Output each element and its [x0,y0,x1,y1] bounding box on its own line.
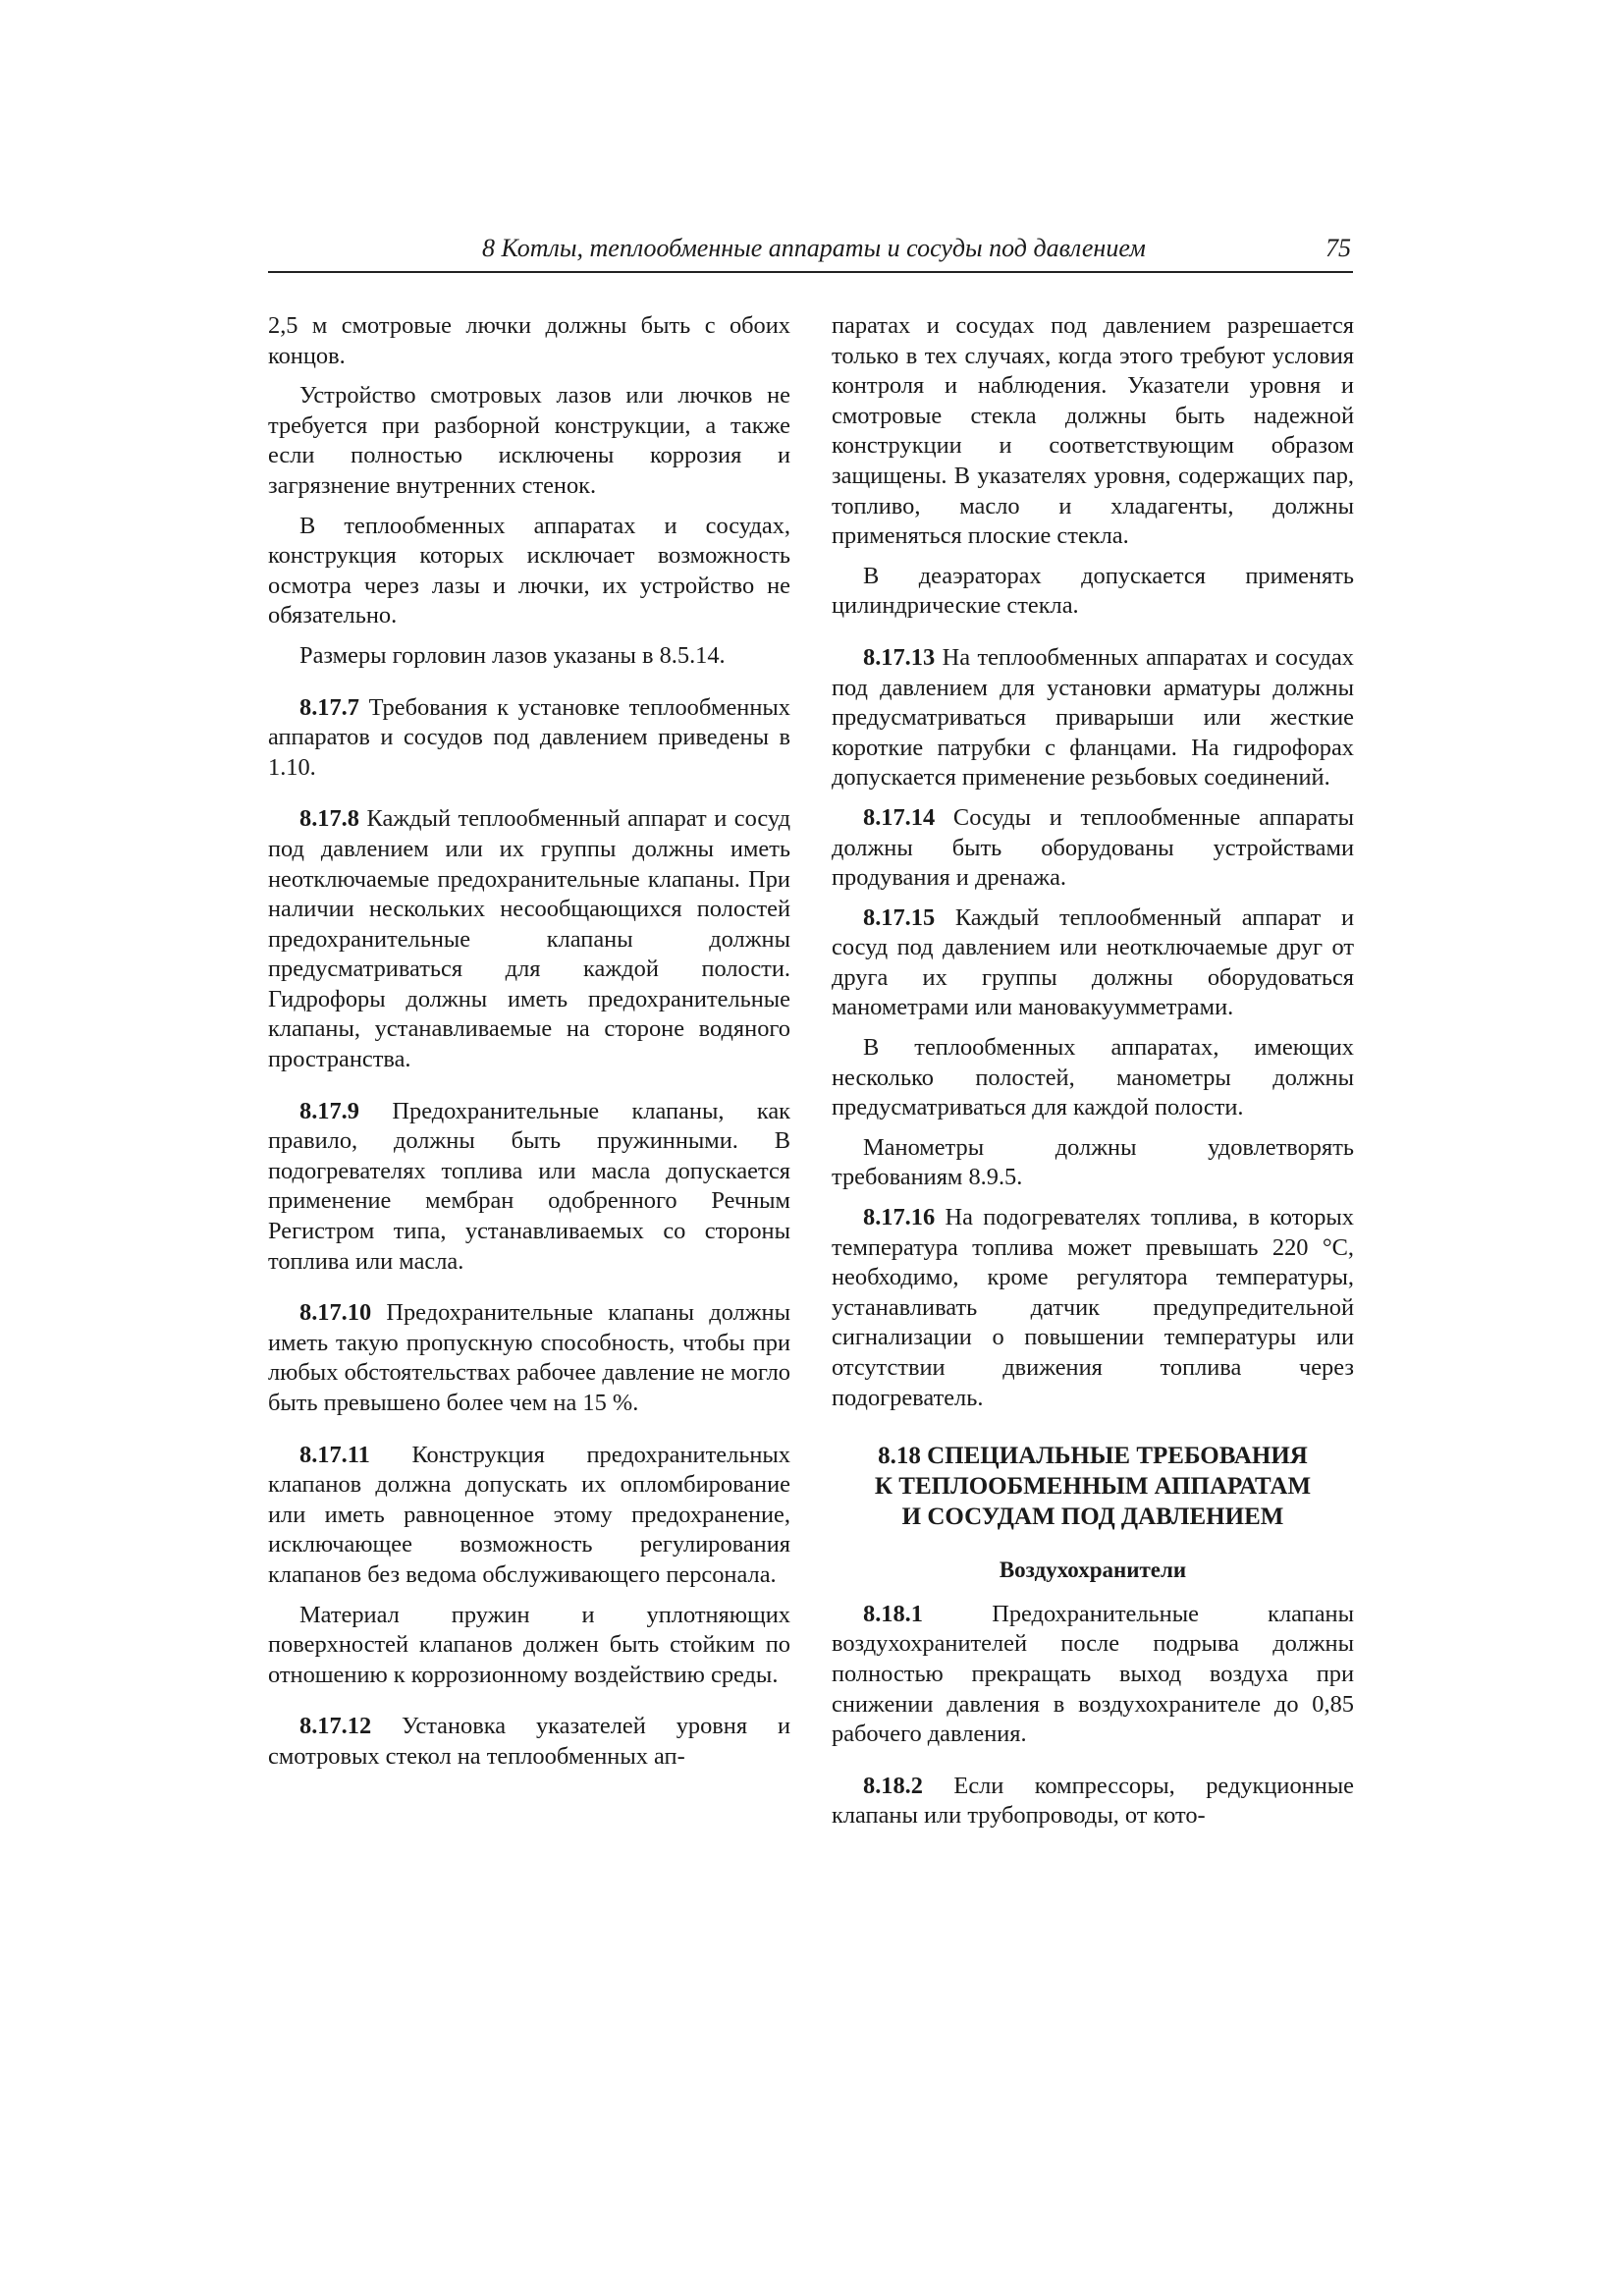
clause-8-17-10: 8.17.10 Предохранительные клапаны должны иметь такую пропускную способность, чтобы при любых обстоятельствах рабочее давление не могло быть превышено более чем на 15 %. [268,1299,790,1416]
paragraph: Манометры должны удовлетворять требованиям 8.9.5. [832,1133,1354,1191]
clause-8-17-14: 8.17.14 Сосуды и теплообменные аппараты должны быть оборудованы устройствами продувания и дренажа. [832,803,1354,892]
clause-number: 8.17.11 [299,1441,370,1468]
clause-number: 8.18.2 [863,1772,923,1799]
clause-number: 8.17.7 [299,693,359,721]
clause-number: 8.17.13 [863,643,936,671]
clause-8-17-9: 8.17.9 Предохранительные клапаны, как правило, должны быть пружинными. В подогревателях топлива или масла допускается применение мембран одобренного Речным Регистром типа, устанавливаемых со стороны топлива или масла. [268,1097,790,1275]
clause-8-17-16: 8.17.16 На подогревателях топлива, в которых температура топлива может превышать 220 °С, необходимо, кроме регулятора температуры, устанавливать датчик предупредительной сигнализации о повышении температуры или отсутствии движения топлива через подогреватель. [832,1204,1354,1411]
paragraph: 2,5 м смотровые лючки должны быть с обоих концов. [268,312,790,369]
clause-number: 8.17.15 [863,903,936,931]
clause-number: 8.17.9 [299,1097,359,1124]
clause-number: 8.17.8 [299,805,359,833]
clause-8-18-1: 8.18.1 Предохранительные клапаны воздухохранителей после подрыва должны полностью прекращать выход воздуха при снижении давления в воздухохранителе до 0,85 рабочего давления. [832,1600,1354,1748]
paragraph: паратах и сосудах под давлением разрешается только в тех случаях, когда этого требуют условия контроля и наблюдения. Указатели уровня и смотровые стекла должны быть надежной конструкции и соответствующим образом защищены. В указателях уровня, содержащих пар, топливо, масло и хладагенты, должны применяться плоские стекла. [832,312,1354,550]
header-title: 8 Котлы, теплообменные аппараты и сосуды под давлением [482,234,1146,262]
paragraph: Размеры горловин лазов указаны в 8.5.14. [299,641,726,669]
clause-number: 8.17.12 [299,1713,372,1740]
clause-8-17-15: 8.17.15 Каждый теплообменный аппарат и сосуд под давлением или неотключаемые друг от друга их группы должны оборудоваться манометрами или мановакуумметрами. [832,903,1354,1021]
clause-number: 8.17.10 [299,1299,372,1327]
right-column [832,311,1354,1841]
clause-number: 8.17.14 [863,803,936,831]
running-header [268,234,1353,273]
clause-8-17-7: 8.17.7 Требования к установке теплообменных аппаратов и сосудов под давлением приведены в 1.10. [268,693,790,781]
clause-8-17-11: 8.17.11 Конструкция предохранительных клапанов должна допускать их опломбирование или иметь равноценное этому предохранение, исключающее возможность регулирования клапанов без ведома обслуживающего персонала. [268,1441,790,1588]
paragraph: Устройство смотровых лазов или лючков не требуется при разборной конструкции, а также если полностью исключены коррозия и загрязнение внутренних стенок. [268,382,790,499]
subheading: Воздухохранители [999,1558,1187,1583]
paragraph: В теплообменных аппаратах и сосудах, конструкция которых исключает возможность осмотра через лазы и лючки, их устройство не обязательно. [268,512,790,629]
clause-number: 8.18.1 [863,1600,923,1627]
paragraph: В теплообменных аппаратах, имеющих несколько полостей, манометры должны предусматриваться для каждой полости. [832,1034,1354,1121]
paragraph: Материал пружин и уплотняющих поверхностей клапанов должен быть стойким по отношению к коррозионному воздействию среды. [268,1601,790,1688]
clause-8-17-13: 8.17.13 На теплообменных аппаратах и сосудах под давлением для установки арматуры должны предусматриваться приварыши или жесткие короткие патрубки с фланцами. На гидрофорах допускается применение резьбовых соединений. [832,643,1354,792]
clause-8-17-8: 8.17.8 Каждый теплообменный аппарат и сосуд под давлением или их группы должны иметь неотключаемые предохранительные клапаны. При наличии нескольких несообщающихся полостей предохранительные клапаны должны предусматриваться для каждой полости. Гидрофоры должны иметь предохранительные клапаны, устанавливаемые на стороне водяного пространства. [268,805,790,1073]
clause-8-18-2: 8.18.2 Если компрессоры, редукционные клапаны или трубопроводы, от кото- [832,1772,1354,1830]
clause-number: 8.17.16 [863,1204,936,1231]
left-column [268,311,790,1782]
section-heading: 8.18 СПЕЦИАЛЬНЫЕ ТРЕБОВАНИЯ К ТЕПЛООБМЕННЫМ АППАРАТАМ И СОСУДАМ ПОД ДАВЛЕНИЕМ [874,1443,1312,1531]
paragraph: В деаэраторах допускается применять цилиндрические стекла. [832,562,1354,620]
page-number: 75 [1325,234,1351,262]
clause-8-17-12: 8.17.12 Установка указателей уровня и смотровых стекол на теплообменных ап- [268,1713,790,1770]
